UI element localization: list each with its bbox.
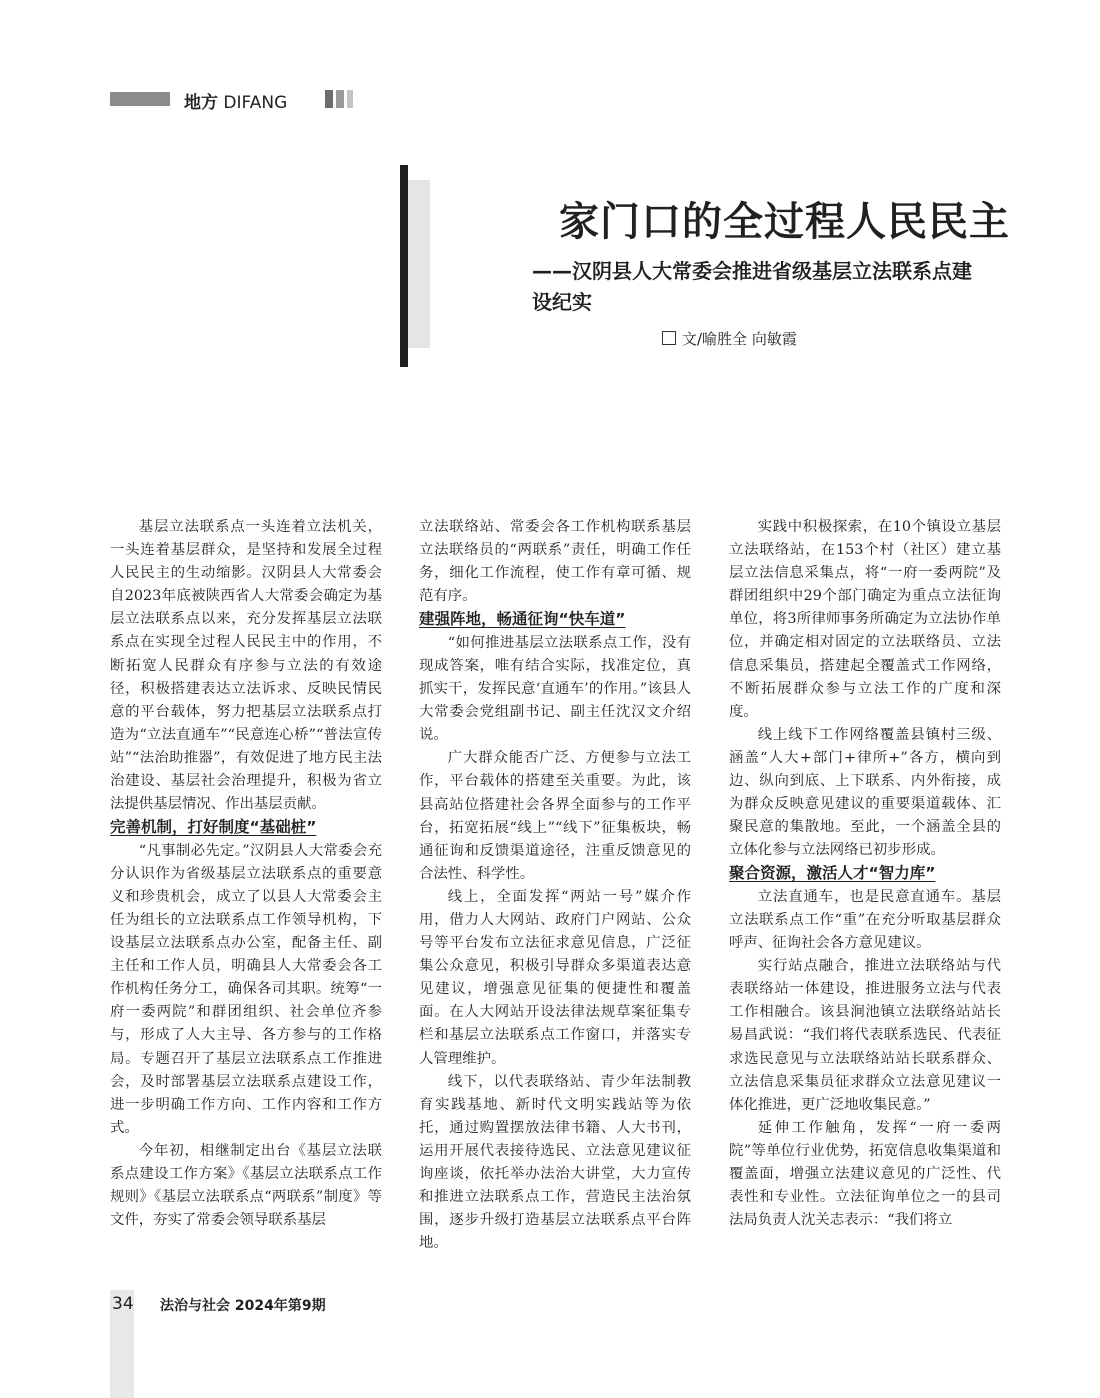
paragraph: 实行站点融合，推进立法联络站与代表联络站一体建设，推进服务立法与代表工作相融合。该县涧池镇立法联络站站长易昌武说：“我们将代表联系选民、代表征求选民意见与立法联络站站长联系群众、立法信息采集员征求群众立法意见建议一体化推进，更广泛地收集民意。” — [729, 958, 1001, 1113]
paragraph: 基层立法联系点一头连着立法机关，一头连着基层群众，是坚持和发展全过程人民民主的生动缩影。汉阴县人大常委会自2023年底被陕西省人大常委会确定为基层立法联系点以来，充分发挥基层立法联系点在实现全过程人民民主中的作用，不断拓宽人民群众有序参与立法的有效途径，积极搭建表达立法诉求、反映民情民意的平台载体，努力把基层立法联系点打造为“立法直通车”“民意连心桥”“普法宣传站”“法治助推器”，有效促进了地方民主法治建设、基层社会治理提升，积极为省立法提供基层情况、作出基层贡献。 — [110, 519, 382, 813]
body-column-2 — [419, 516, 691, 1255]
section-label — [184, 88, 287, 113]
author-box-icon — [662, 331, 676, 345]
paragraph: 立法直通车，也是民意直通车。基层立法联系点工作“重”在充分听取基层群众呼声、征询社会各方意见建议。 — [729, 888, 1001, 952]
section-heading: 建强阵地，畅通征询“快车道” — [419, 610, 626, 629]
paragraph: “如何推进基层立法联系点工作，没有现成答案，唯有结合实际，找准定位，真抓实干，发挥民意‘直通车’的作用。”该县人大常委会党组副书记、副主任沈汉文介绍说。 — [419, 634, 691, 744]
title-rule — [400, 165, 408, 367]
paragraph: 立法联络站、常委会各工作机构联系基层立法联络员的“两联系”责任，明确工作任务，细化工作流程，使工作有章可循、规范有序。 — [419, 519, 691, 605]
paragraph: 线上线下工作网络覆盖县镇村三级、涵盖“人大+部门+律所+”各方，横向到边、纵向到底、上下联系、内外衔接，成为群众反映意见建议的重要渠道载体、汇聚民意的集散地。至此，一个涵盖全县的立体化参与立法网络已初步形成。 — [729, 726, 1001, 859]
section-header-blocks — [325, 90, 353, 108]
section-label-en: DIFANG — [223, 93, 288, 113]
article-title: 家门口的全过程人民民主 — [559, 199, 1010, 245]
paragraph: 线下，以代表联络站、青少年法制教育实践基地、新时代文明实践站等为依托，通过购置摆放法律书籍、人大书刊，运用开展代表接待选民、立法意见建议征询座谈，依托举办法治大讲堂，大力宣传和推进立法联系点工作，营造民主法治氛围，逐步升级打造基层立法联系点平台阵地。 — [419, 1073, 691, 1252]
section-label-cn: 地方 — [184, 93, 218, 113]
body-column-3 — [729, 516, 1001, 1232]
author-names: 文/喻胜全 向敏霞 — [682, 330, 797, 348]
title-accent — [408, 180, 430, 348]
paragraph: 实践中积极探索，在10个镇设立基层立法联络站，在153个村（社区）建立基层立法信息采集点，将“一府一委两院”及群团组织中29个部门确定为重点立法征询单位，将3所律师事务所确定为立法协作单位，并确定相对固定的立法联络员、立法信息采集员，搭建起全覆盖式工作网络，不断拓展群众参与立法工作的广度和深度。 — [729, 519, 1001, 720]
paragraph: “凡事制必先定。”汉阴县人大常委会充分认识作为省级基层立法联系点的重要意义和珍贵机会，成立了以县人大常委会主任为组长的立法联系点工作领导机构，下设基层立法联系点办公室，配备主任、副主任和工作人员，明确县人大常委会各工作机构任务分工，确保各司其职。统筹“一府一委两院”和群团组织、社会单位齐参与，形成了人大主导、各方参与的工作格局。专题召开了基层立法联系点工作推进会，及时部署基层立法联系点建设工作，进一步明确工作方向、工作内容和工作方式。 — [110, 842, 382, 1136]
article-subtitle: ——汉阴县人大常委会推进省级基层立法联系点建设纪实 — [532, 259, 972, 314]
section-heading: 完善机制，打好制度“基础桩” — [110, 818, 317, 837]
paragraph: 今年初，相继制定出台《基层立法联系点建设工作方案》《基层立法联系点工作规则》《基层立法联系点“两联系”制度》等文件，夯实了常委会领导联系基层 — [110, 1142, 382, 1229]
page-number: 34 — [112, 1294, 134, 1314]
article-author — [662, 328, 797, 349]
section-heading: 聚合资源，激活人才“智力库” — [729, 864, 936, 883]
paragraph: 延伸工作触角，发挥“一府一委两院”等单位行业优势，拓宽信息收集渠道和覆盖面，增强立法建议意见的广泛性、代表性和专业性。立法征询单位之一的县司法局负责人沈关志表示：“我们将立 — [729, 1119, 1001, 1229]
paragraph: 线上，全面发挥“两站一号”媒介作用，借力人大网站、政府门户网站、公众号等平台发布立法征求意见信息，广泛征集公众意见，积极引导群众多渠道表达意见建议，增强意见征集的便捷性和覆盖面。在人大网站开设法律法规草案征集专栏和基层立法联系点工作窗口，并落实专人管理维护。 — [419, 888, 691, 1067]
section-header-bar — [110, 92, 170, 106]
paragraph: 广大群众能否广泛、方便参与立法工作，平台载体的搭建至关重要。为此，该县高站位搭建社会各界全面参与的工作平台，拓宽拓展“线上”“线下”征集板块，畅通征询和反馈渠道途径，注重反馈意见的合法性、科学性。 — [419, 750, 691, 882]
journal-name: 法治与社会 2024年第9期 — [160, 1298, 326, 1314]
body-column-1 — [110, 516, 382, 1232]
